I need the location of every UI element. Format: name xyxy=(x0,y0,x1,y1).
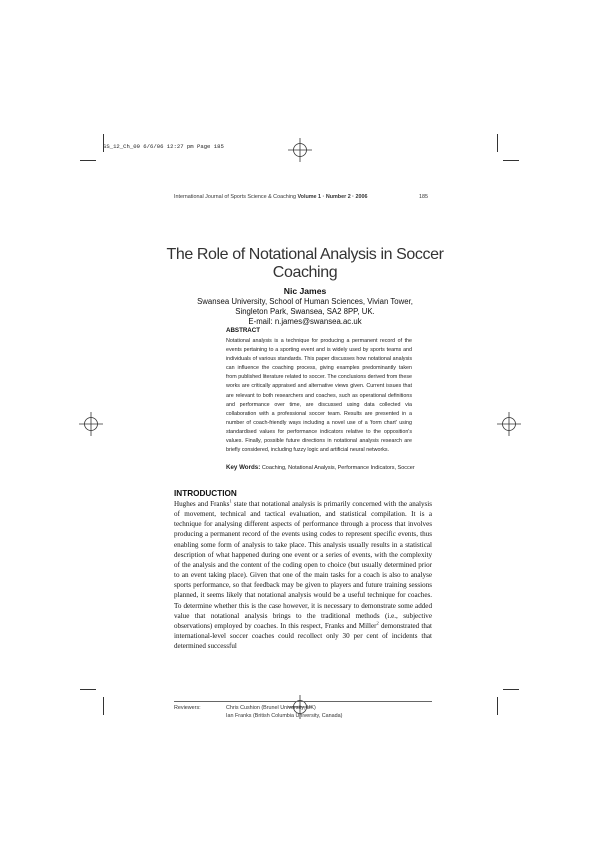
crop-mark xyxy=(80,689,96,690)
footnote-rule xyxy=(174,701,432,702)
citation-ref: 1 xyxy=(229,498,232,504)
author-name: Nic James xyxy=(283,286,327,296)
crop-mark xyxy=(497,134,498,152)
reviewer-name: Chris Cushion (Brunel University, UK) xyxy=(226,705,316,711)
crop-mark xyxy=(503,689,519,690)
printer-slug: SS_12_Ch_09 6/6/06 12:27 pm Page 185 xyxy=(103,143,224,150)
keywords-label: Key Words: xyxy=(226,464,261,471)
abstract-heading: ABSTRACT xyxy=(226,327,261,334)
registration-mark-icon xyxy=(497,412,521,436)
running-head xyxy=(174,194,432,200)
affiliation-line: Singleton Park, Swansea, SA2 8PP, UK. xyxy=(235,307,375,317)
journal-name: International Journal of Sports Science & Coaching xyxy=(174,194,296,200)
reviewers-label: Reviewers: xyxy=(174,705,201,711)
introduction-heading: INTRODUCTION xyxy=(174,489,237,498)
reviewer-name: Ian Franks (British Columbia University, Canada) xyxy=(226,712,343,719)
crop-mark xyxy=(103,134,104,152)
abstract-text: Notational analysis is a technique for producing a permanent record of the events pertaining to a sporting event and is widely used by sports teams and individuals of various standards. This paper discusses how notational analysis can influence the coaching process, giving examples predominantly taken from published literature related to soccer. The conclusions derived from these works are critically appraised and alternative views given. Current issues that are relevant to both researchers and coaches, such as operational definitions and performance over time, are discussed using data collected via collaboration with a professional soccer team. Results are presented in a number of coach-friendly ways including a novel use of a 'form chart' using standardised values for performance indicators relative to the opposition's values. Finally, possible future directions in notational analysis research are briefly considered, including fuzzy logic and artificial neural networks. xyxy=(226,338,412,454)
author-email: E-mail: n.james@swansea.ac.uk xyxy=(248,317,362,327)
registration-mark-icon xyxy=(288,138,312,162)
registration-mark-icon xyxy=(79,412,103,436)
crop-mark xyxy=(503,160,519,161)
keywords-text: Coaching, Notational Analysis, Performance Indicators, Soccer xyxy=(261,465,415,471)
introduction-text xyxy=(174,499,432,651)
crop-mark xyxy=(80,160,96,161)
crop-mark xyxy=(103,697,104,715)
intro-text-part: Hughes and Franks xyxy=(174,500,230,508)
keywords xyxy=(226,464,456,471)
intro-text-part: demonstrated that international-level soccer coaches could recollect only 30 per cent of incidents that determined successful xyxy=(174,621,432,651)
affiliation-line: Swansea University, School of Human Sciences, Vivian Tower, xyxy=(197,297,413,306)
reviewers-list xyxy=(226,705,342,720)
journal-issue: Volume 1 · Number 2 · 2006 xyxy=(297,194,368,200)
page-number: 185 xyxy=(419,194,428,200)
author-affiliation xyxy=(150,297,460,328)
intro-text-part: state that notational analysis is primarily concerned with the analysis of movement, technical and tactical evaluation, and statistical compilation. It is a technique for analysing different aspects of performance through a process that involves producing a permanent record of the events using codes to represent specific events, thus enabling some form of analysis to take place. This analysis usually results in a statistical description of what happened during one event or a series of events, with the complexity of the analysis and the content of the coding open to choice (but usually determined prior to an event taking place). Given that one of the main tasks for a coach is also to analyse sports performance, so that feedback may be given to players and future training sessions planned, it seems likely that notational analysis would be a useful technique for coaches. To determine whether this is the case however, it is necessary to demonstrate some added value that notational analysis brings to the traditional methods (i.e., subjective observations) employed by coaches. In this respect, Franks and Miller xyxy=(174,500,432,630)
article-title: The Role of Notational Analysis in Soccer Coaching xyxy=(166,246,444,281)
crop-mark xyxy=(497,697,498,715)
citation-ref: 2 xyxy=(376,620,379,626)
